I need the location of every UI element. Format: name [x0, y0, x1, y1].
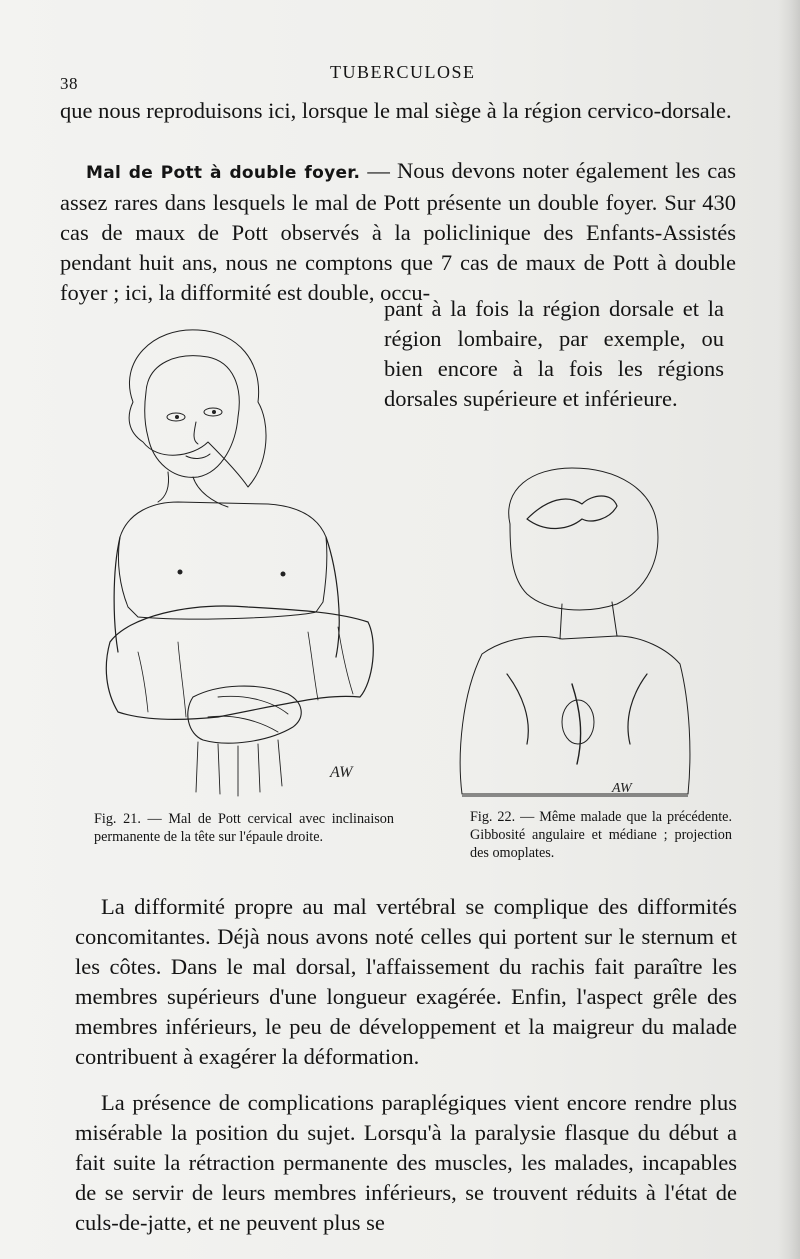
page-number: 38	[60, 74, 78, 93]
paragraph-paraplegic: La présence de complications paraplégiques vient encore rendre plus misérable la position du sujet. Lorsqu'à la paralysie flasque du début a fait suite la rétraction permanente des muscles, les malades, incapables de se servir de leurs membres inférieurs, se trouvent réduits à l'état de culs-de-jatte, et ne peuvent plus se	[75, 1090, 737, 1235]
figure-22-signature: AW	[612, 781, 632, 796]
paragraph-double-foyer-body: — Nous devons noter également les cas assez rares dans lesquels le mal de Pott présente un double foyer. Sur 430 cas de maux de Pott observés à la policlinique des Enfants-Assistés pendant huit ans, nous ne comptons que 7 cas de maux de Pott à double foyer ; ici, la difformité est double, occu-	[60, 158, 736, 305]
figure-22-engraving	[452, 464, 696, 800]
running-title: TUBERCULOSE	[330, 62, 476, 82]
section-heading-double-foyer: Mal de Pott à double foyer.	[86, 163, 361, 183]
figure-21-illustration	[98, 322, 383, 800]
paragraph-double-foyer	[60, 156, 736, 308]
figure-21-caption: Fig. 21. — Mal de Pott cervical avec inclinaison permanente de la tête sur l'épaule droite.	[94, 811, 394, 845]
running-head	[60, 60, 740, 93]
page-edge-shadow	[778, 0, 800, 1259]
paragraph-wrap-continuation: pant à la fois la région dorsale et la région lombaire, par exemple, ou bien encore à la fois les régions dorsales supérieure et inférieure.	[384, 296, 724, 411]
paragraph-deformities: La difformité propre au mal vertébral se complique des difformités concomitantes. Déjà nous avons noté celles qui portent sur le sternum et les côtes. Dans le mal dorsal, l'affaissement du rachis fait paraître les membres supérieurs d'une longueur exagérée. Enfin, l'aspect grêle des membres inférieurs, le peu de développement et la maigreur du malade contribuent à exagérer la déformation.	[75, 894, 737, 1069]
figure-22-illustration	[452, 464, 696, 800]
figure-21-signature: AW	[330, 764, 353, 781]
paragraph-intro: que nous reproduisons ici, lorsque le mal siège à la région cervico-dorsale.	[60, 98, 732, 123]
figure-21-engraving	[98, 322, 383, 800]
figure-22-caption: Fig. 22. — Même malade que la précédente. Gibbosité angulaire et médiane ; projection des omoplates.	[470, 809, 732, 861]
